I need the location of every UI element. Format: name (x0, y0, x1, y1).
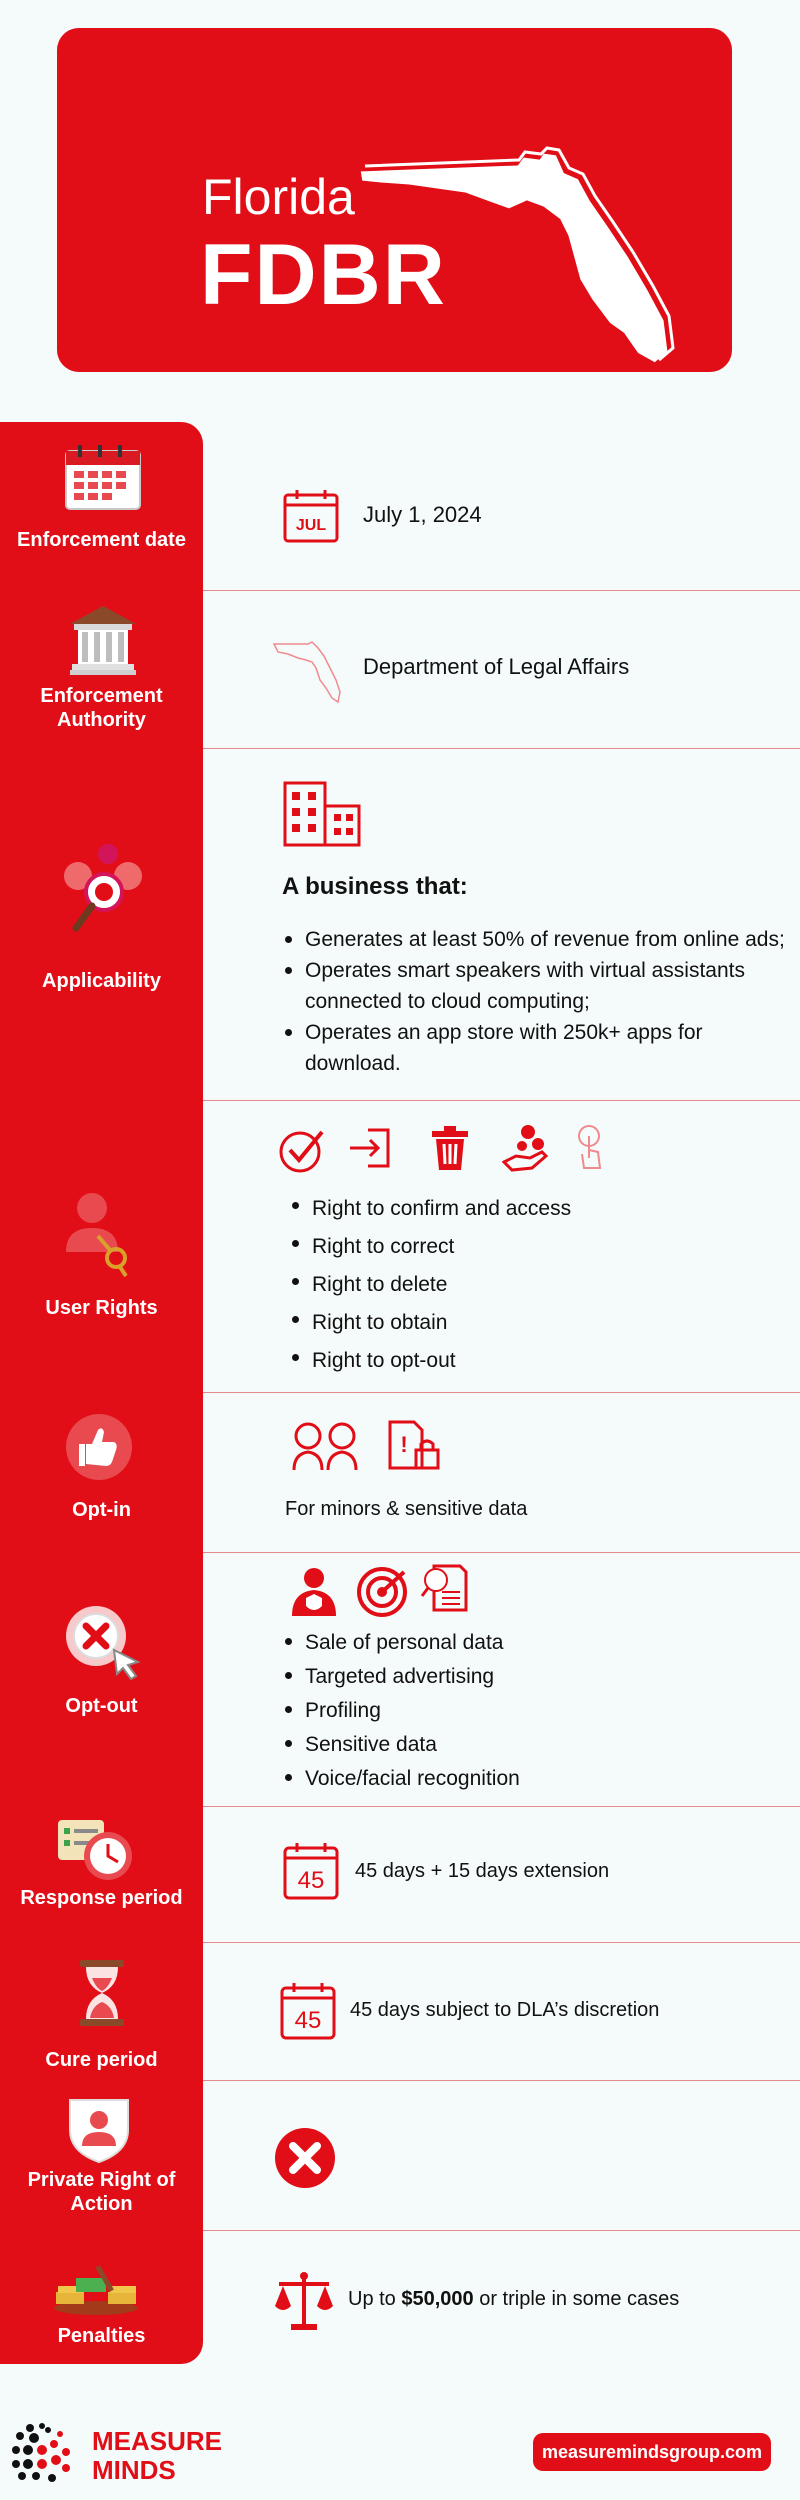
list-item: Voice/facial recognition (283, 1762, 773, 1796)
office-building-icon (282, 780, 362, 848)
list-item: Generates at least 50% of revenue from online ads; (283, 924, 788, 955)
penalties-amount: $50,000 (401, 2288, 474, 2310)
user-shield-badge-icon (66, 2096, 132, 2164)
opt-out-label: Opt-out (65, 1695, 138, 1717)
florida-map-icon (347, 108, 717, 368)
applicability-list (283, 924, 788, 1079)
children-icon (290, 1416, 362, 1472)
florida-outline-icon (272, 640, 344, 706)
enforcement-authority-value: Department of Legal Affairs (363, 654, 630, 679)
row-divider (203, 590, 800, 591)
response-period-label: Response period (20, 1887, 183, 1909)
applicability-label: Applicability (42, 970, 161, 992)
applicability-heading: A business that: (282, 873, 468, 900)
list-item: Right to obtain (290, 1304, 780, 1342)
list-item: Operates smart speakers with virtual assistants connected to cloud computing; (283, 955, 788, 1017)
row-divider (203, 2080, 800, 2081)
penalties-prefix: Up to (348, 2288, 402, 2310)
row-divider (203, 1942, 800, 1943)
magnifier-people-icon (58, 840, 150, 936)
list-item: Right to opt-out (290, 1342, 780, 1380)
measure-minds-logo-icon (8, 2420, 78, 2486)
login-icon (348, 1126, 392, 1170)
hero-banner (57, 28, 732, 372)
private-right-label: Private Right of Action (27, 2169, 176, 2215)
scales-icon (273, 2270, 335, 2332)
hero-subtitle: Florida (202, 169, 355, 225)
hourglass-icon (78, 1958, 126, 2028)
touch-icon (576, 1124, 606, 1172)
user-rights-label: User Rights (45, 1297, 158, 1319)
list-item: Sensitive data (283, 1728, 773, 1762)
courthouse-icon (68, 604, 138, 676)
row-divider (203, 1552, 800, 1553)
trash-icon (430, 1124, 470, 1172)
clipboard-clock-icon (56, 1818, 136, 1884)
brand-name-line1: MEASURE (92, 2426, 223, 2456)
row-divider (203, 748, 800, 749)
list-item: Right to confirm and access (290, 1190, 780, 1228)
calendar-outline-icon (282, 487, 340, 545)
cure-period-label: Cure period (45, 2049, 158, 2071)
calendar-45-icon (279, 1980, 337, 2042)
penalties-value (348, 2288, 679, 2311)
enforcement-date-value: July 1, 2024 (363, 502, 482, 527)
cancel-cursor-icon (62, 1602, 144, 1680)
user-rights-list (290, 1190, 780, 1380)
opt-in-label: Opt-in (72, 1499, 131, 1521)
profile-search-icon (420, 1562, 470, 1614)
penalties-suffix: or triple in some cases (473, 2288, 680, 2310)
website-link-button[interactable]: measuremindsgroup.com (533, 2433, 771, 2471)
list-item: Profiling (283, 1694, 773, 1728)
target-icon (356, 1566, 410, 1618)
svg-text:!: ! (400, 1432, 408, 1457)
gavel-money-icon (48, 2244, 144, 2316)
list-item: Right to delete (290, 1266, 780, 1304)
cure-period-value: 45 days subject to DLA’s discretion (350, 1999, 660, 2021)
secure-document-icon (386, 1418, 442, 1474)
calendar-number-text: 45 (297, 1867, 325, 1894)
calendar-month-text: JUL (295, 517, 327, 534)
enforcement-authority-label: Enforcement Authority (40, 685, 163, 731)
row-divider (203, 1100, 800, 1101)
calendar-icon (64, 443, 142, 511)
row-divider (203, 1392, 800, 1393)
opt-out-list (283, 1626, 773, 1796)
list-item: Sale of personal data (283, 1626, 773, 1660)
calendar-number-text: 45 (294, 2007, 322, 2034)
user-shield-icon (290, 1566, 338, 1618)
opt-in-value: For minors & sensitive data (285, 1498, 528, 1520)
enforcement-date-label: Enforcement date (17, 529, 186, 551)
money-hand-icon (502, 1122, 548, 1172)
calendar-45-icon (282, 1840, 340, 1902)
list-item: Targeted advertising (283, 1660, 773, 1694)
thumbs-up-icon (64, 1412, 134, 1482)
user-key-icon (62, 1190, 136, 1280)
check-circle-icon (278, 1126, 326, 1174)
user-rights-icons (278, 1122, 618, 1174)
x-circle-icon (273, 2126, 337, 2190)
list-item: Right to correct (290, 1228, 780, 1266)
brand-name-line2: MINDS (92, 2455, 176, 2485)
hero-title: FDBR (200, 227, 447, 323)
row-divider (203, 1806, 800, 1807)
response-period-value: 45 days + 15 days extension (355, 1860, 610, 1882)
row-divider (203, 2230, 800, 2231)
penalties-label: Penalties (57, 2325, 146, 2347)
list-item: Operates an app store with 250k+ apps for download. (283, 1017, 788, 1079)
